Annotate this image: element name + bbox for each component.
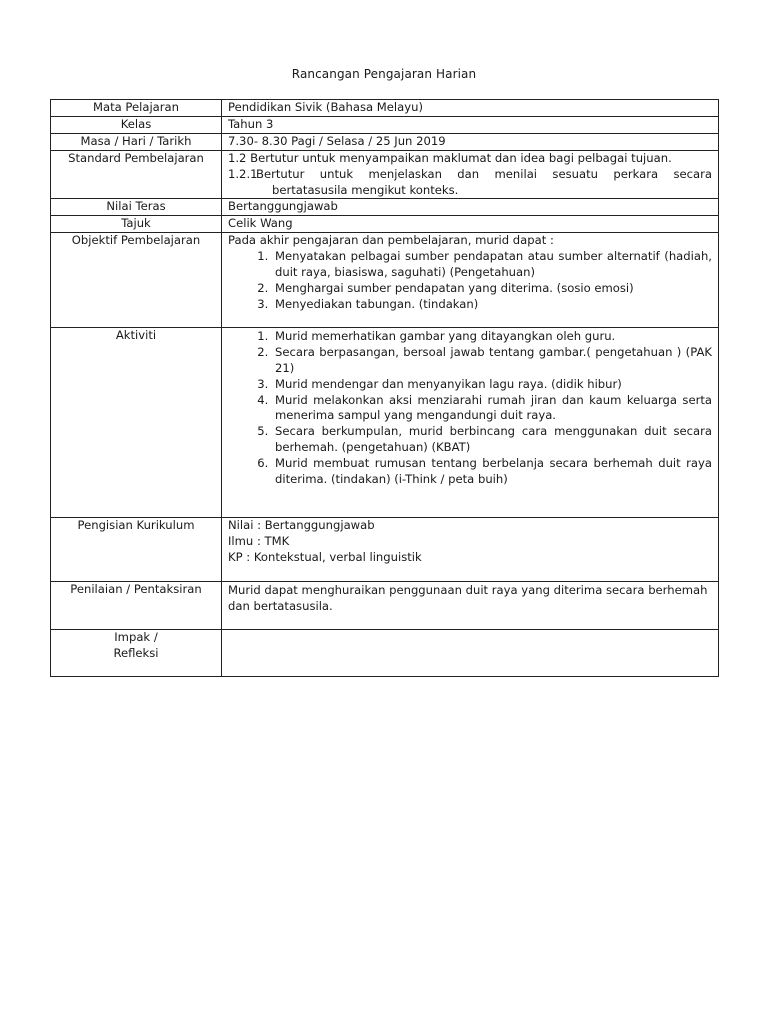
value-penilaian: Murid dapat menghuraikan penggunaan duit raya yang diterima secara berhemah dan bertatasusila.	[222, 582, 719, 630]
objektif-intro: Pada akhir pengajaran dan pembelajaran, murid dapat :	[228, 233, 554, 248]
aktiviti-item: 4. Murid melakonkan aksi menziarahi rumah jiran dan kaum keluarga serta menerima sampul yang mengandungi duit raya.	[272, 393, 712, 425]
label-kelas: Kelas	[51, 117, 222, 134]
objektif-item: 2. Menghargai sumber pendapatan yang diterima. (sosio emosi)	[272, 281, 712, 297]
value-tajuk: Celik Wang	[222, 216, 719, 233]
standard-sub-line: Bertutur untuk menjelaskan dan menilai sesuatu perkara secara	[256, 166, 712, 181]
row-pengisian	[51, 518, 719, 582]
objektif-list	[228, 249, 712, 312]
value-pengisian	[222, 518, 719, 582]
value-nilai-teras: Bertanggungjawab	[222, 199, 719, 216]
value-kelas: Tahun 3	[222, 117, 719, 134]
label-aktiviti: Aktiviti	[51, 328, 222, 518]
label-nilai-teras: Nilai Teras	[51, 199, 222, 216]
impak-label-line-1: Impak /	[114, 630, 158, 645]
label-masa: Masa / Hari / Tarikh	[51, 134, 222, 151]
objektif-item: 1. Menyatakan pelbagai sumber pendapatan atau sumber alternatif (hadiah, duit raya, biasiswa, saguhati) (Pengetahuan)	[272, 249, 712, 281]
label-mata-pelajaran: Mata Pelajaran	[51, 100, 222, 117]
row-impak	[51, 630, 719, 677]
row-aktiviti	[51, 328, 719, 518]
standard-line-1: 1.2 Bertutur untuk menyampaikan maklumat dan idea bagi pelbagai tujuan.	[228, 151, 672, 165]
label-penilaian: Penilaian / Pentaksiran	[51, 582, 222, 630]
standard-sub-continuation: bertatasusila mengikut konteks.	[272, 182, 459, 197]
row-tajuk	[51, 216, 719, 233]
aktiviti-item: 5. Secara berkumpulan, murid berbincang cara menggunakan duit secara berhemah. (pengetahuan) (KBAT)	[272, 424, 712, 456]
row-mata-pelajaran	[51, 100, 719, 117]
aktiviti-item: 6. Murid membuat rumusan tentang berbelanja secara berhemah duit raya diterima. (tindakan) (i-Think / peta buih)	[272, 456, 712, 488]
label-standard: Standard Pembelajaran	[51, 151, 222, 199]
standard-sub	[228, 167, 712, 199]
value-mata-pelajaran: Pendidikan Sivik (Bahasa Melayu)	[222, 100, 719, 117]
value-impak	[222, 630, 719, 677]
row-nilai-teras	[51, 199, 719, 216]
standard-sub-number: 1.2.1	[228, 166, 258, 181]
row-masa	[51, 134, 719, 151]
impak-label-line-2: Refleksi	[113, 646, 159, 661]
aktiviti-list	[228, 329, 712, 487]
document-title: Rancangan Pengajaran Harian	[291, 67, 477, 81]
row-penilaian	[51, 582, 719, 630]
value-aktiviti	[222, 328, 719, 518]
value-masa: 7.30- 8.30 Pagi / Selasa / 25 Jun 2019	[222, 134, 719, 151]
label-impak	[51, 630, 222, 677]
pengisian-line: KP : Kontekstual, verbal linguistik	[228, 549, 422, 564]
aktiviti-item: 1. Murid memerhatikan gambar yang ditayangkan oleh guru.	[272, 329, 712, 345]
row-kelas	[51, 117, 719, 134]
row-objektif	[51, 233, 719, 328]
value-objektif	[222, 233, 719, 328]
label-tajuk: Tajuk	[51, 216, 222, 233]
lesson-plan-table	[50, 99, 719, 677]
objektif-item: 3. Menyediakan tabungan. (tindakan)	[272, 297, 712, 313]
pengisian-line: Ilmu : TMK	[228, 534, 290, 549]
value-standard	[222, 151, 719, 199]
label-pengisian: Pengisian Kurikulum	[51, 518, 222, 582]
aktiviti-item: 2. Secara berpasangan, bersoal jawab tentang gambar.( pengetahuan ) (PAK 21)	[272, 345, 712, 377]
standard-sub-text	[256, 167, 712, 199]
label-objektif: Objektif Pembelajaran	[51, 233, 222, 328]
aktiviti-item: 3. Murid mendengar dan menyanyikan lagu raya. (didik hibur)	[272, 377, 712, 393]
pengisian-line: Nilai : Bertanggungjawab	[228, 518, 375, 533]
row-standard	[51, 151, 719, 199]
